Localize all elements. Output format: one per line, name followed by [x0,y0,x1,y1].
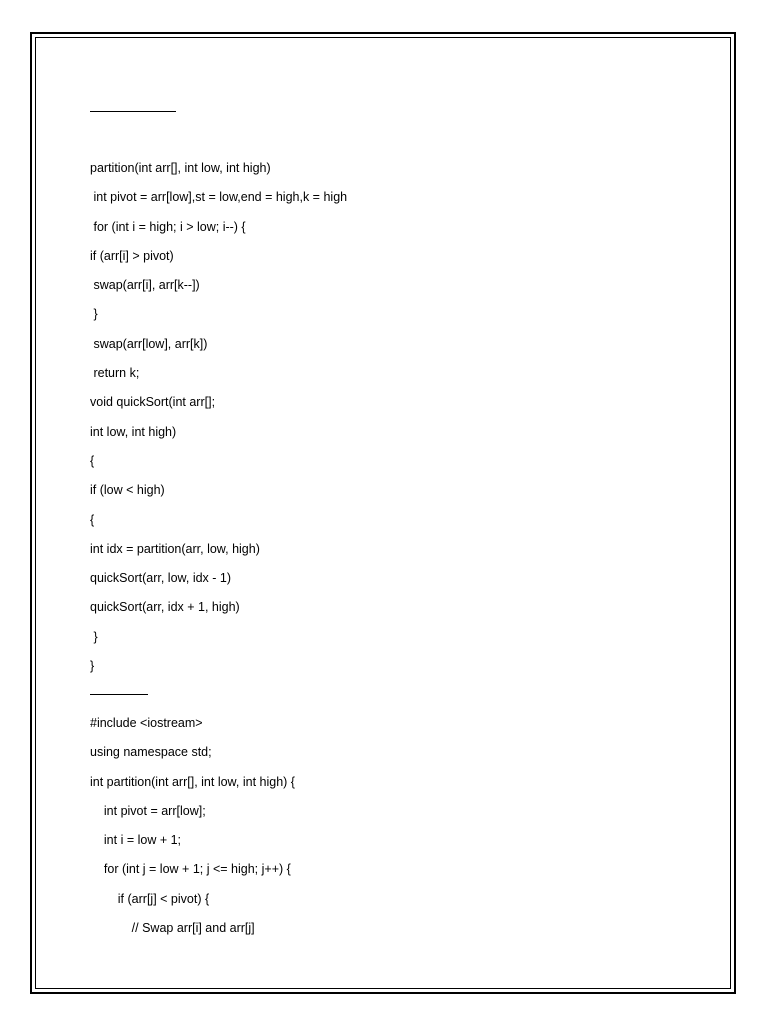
code-line: swap(arr[i], arr[k--]) [90,278,200,293]
code-line: quickSort(arr, idx + 1, high) [90,600,240,615]
code-line: int pivot = arr[low]; [90,803,206,818]
code-line: return k; [90,366,140,381]
code-line: // Swap arr[i] and arr[j] [90,921,255,936]
code-line: swap(arr[low], arr[k]) [90,336,208,351]
code-line: for (int j = low + 1; j <= high; j++) { [90,862,291,877]
code-line: int pivot = arr[low],st = low,end = high,k = high [90,190,348,205]
section-one-heading-rule [90,111,176,112]
code-line: if (arr[j] < pivot) { [90,891,210,906]
code-line: { [90,512,95,527]
code-line: if (arr[i] > pivot) [90,248,174,263]
code-line: int idx = partition(arr, low, high) [90,541,260,556]
code-block-cpp-implementation [90,709,690,943]
code-line: int low, int high) [90,424,177,439]
code-line: if (low < high) [90,483,165,498]
code-line: for (int i = high; i > low; i--) { [90,219,246,234]
code-line: #include <iostream> [90,716,203,730]
section-two-heading-rule [90,694,148,695]
code-line: partition(int arr[], int low, int high) [90,161,271,175]
code-line: int partition(int arr[], int low, int high) { [90,774,295,789]
code-line: void quickSort(int arr[]; [90,395,216,410]
code-line: { [90,453,95,468]
code-line: using namespace std; [90,745,212,760]
code-line: quickSort(arr, low, idx - 1) [90,571,232,586]
code-line: } [90,659,95,674]
code-line: } [90,307,98,322]
code-block-partition-pseudocode [90,154,690,681]
code-line: } [90,629,98,644]
code-line: int i = low + 1; [90,833,182,848]
